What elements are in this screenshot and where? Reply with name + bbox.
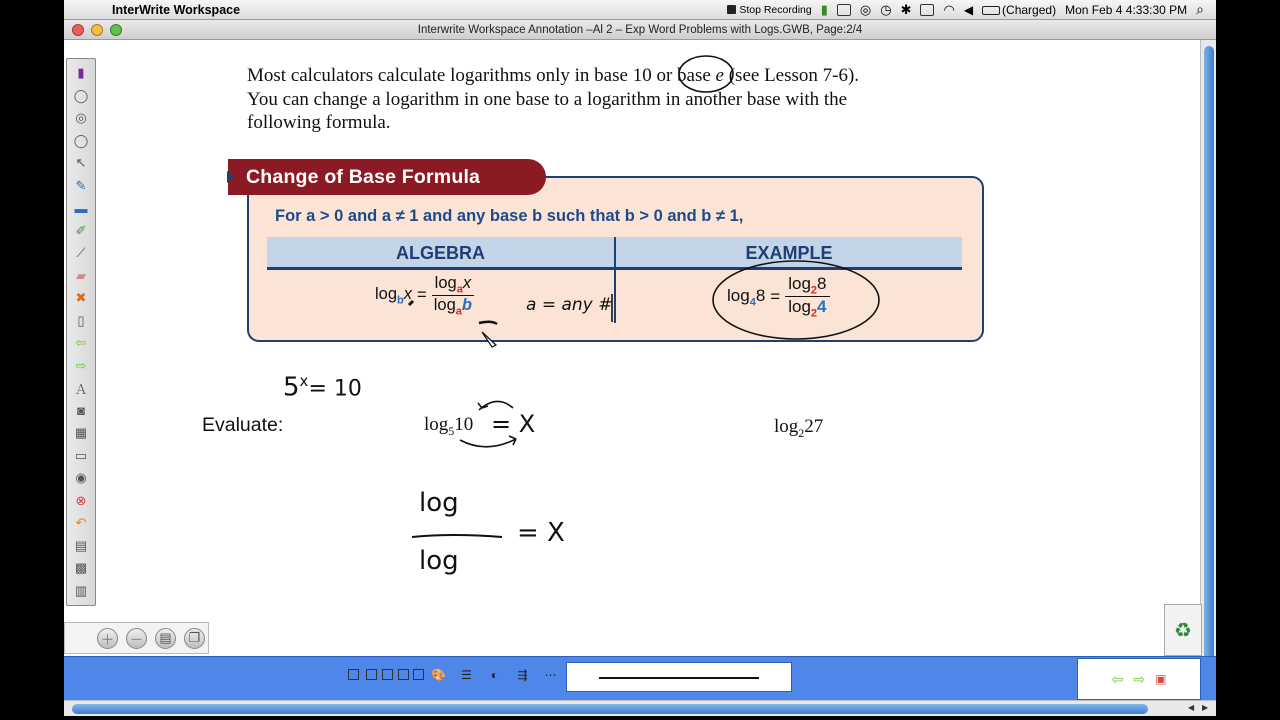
algebra-lhs-log: log xyxy=(375,285,398,304)
line-preview-stroke xyxy=(599,677,759,679)
back-icon[interactable]: ⇦ xyxy=(75,335,87,351)
window-controls xyxy=(72,24,122,36)
clock-icon[interactable]: ◷ xyxy=(880,1,892,17)
example-formula xyxy=(727,274,830,320)
example-equals: = xyxy=(770,286,781,306)
color-swatch-blue[interactable] xyxy=(366,669,377,680)
example-fraction xyxy=(785,274,829,320)
handwritten-a-any: a = any # xyxy=(526,295,613,315)
intro-text-a: Most calculators calculate logarithms only in base xyxy=(247,65,633,86)
algebra-den-base: a xyxy=(455,305,462,318)
tool-cursor-icon[interactable]: ▮ xyxy=(77,65,85,81)
page-controls xyxy=(64,622,209,654)
page-icon[interactable]: ▯ xyxy=(77,312,85,328)
spotlight-icon[interactable]: ◉ xyxy=(75,470,87,486)
ink-arrowhead-top xyxy=(478,403,488,408)
mac-menu-bar xyxy=(64,0,1216,20)
color-swatch-black[interactable] xyxy=(348,669,359,680)
algebra-lhs-arg: x xyxy=(403,285,413,304)
volume-icon[interactable]: ◀ xyxy=(963,2,974,17)
page-sorter-icon[interactable]: ▣ xyxy=(1155,672,1167,686)
app-status-icon[interactable]: ▮ xyxy=(820,1,828,17)
circle-icon[interactable]: ◎ xyxy=(75,110,87,126)
line-icon[interactable]: ⟋ xyxy=(76,245,86,261)
horizontal-scroll-thumb[interactable] xyxy=(72,704,1148,714)
algebra-den-arg: b xyxy=(461,296,472,315)
line-width-icon[interactable]: ☰ xyxy=(461,668,472,682)
intro-text-b: or base xyxy=(651,65,716,86)
table-divider xyxy=(614,237,616,323)
algebra-formula xyxy=(375,274,474,318)
add-page-icon[interactable]: ＋ xyxy=(97,628,118,649)
app-menu[interactable]: InterWrite Workspace xyxy=(112,2,241,17)
ink-arc-top xyxy=(479,401,513,410)
expr1-log: log xyxy=(424,414,449,435)
color-swatch-white[interactable] xyxy=(413,669,424,680)
algebra-num-base: a xyxy=(456,283,463,296)
remove-page-icon[interactable]: － xyxy=(126,628,147,649)
handwritten-frac-num: log xyxy=(419,488,459,518)
previous-page-icon[interactable]: ⇦ xyxy=(1111,670,1124,687)
tool-palette xyxy=(66,58,96,606)
battery-label: (Charged) xyxy=(1002,2,1057,17)
example-denominator xyxy=(788,297,826,319)
expr2-arg: 27 xyxy=(804,416,824,437)
battery-icon xyxy=(982,6,1000,15)
example-numerator xyxy=(785,274,829,297)
line-style-icon[interactable]: ⇶ xyxy=(517,668,528,682)
intro-line-2: You can change a logarithm in one base to a logarithm in another base with the xyxy=(247,88,848,110)
grid-icon[interactable]: ▦ xyxy=(74,425,88,441)
eraser-icon[interactable]: ▰ xyxy=(76,267,86,283)
stop-icon xyxy=(727,5,736,14)
color-swatch-pink[interactable] xyxy=(398,669,409,680)
print-icon[interactable]: ▤ xyxy=(74,537,88,553)
scroll-right-icon[interactable]: ▶ xyxy=(1202,703,1209,712)
document-icon[interactable]: ▥ xyxy=(74,582,88,598)
dash-style-icon[interactable]: ⋯ xyxy=(544,668,557,682)
intro-e: e xyxy=(715,65,724,86)
algebra-denominator xyxy=(434,296,472,317)
box-title xyxy=(228,159,546,195)
next-page-icon[interactable]: ⇨ xyxy=(1133,670,1146,687)
intro-text-c: (see Lesson 7-6). xyxy=(723,65,860,86)
marker-icon[interactable]: ✐ xyxy=(75,222,87,238)
expr1-base: 5 xyxy=(448,423,455,438)
ink-fraction-bar xyxy=(412,535,502,537)
intro-line-1 xyxy=(247,64,1007,88)
algebra-fraction xyxy=(432,274,474,318)
handwritten-5: 5 xyxy=(283,372,300,403)
algebra-lhs xyxy=(375,285,412,306)
handwritten-frac-den: log xyxy=(419,546,459,576)
mouse-icon[interactable]: ◯ xyxy=(73,132,89,148)
status-area xyxy=(727,1,1216,18)
mouse-icon[interactable]: ◯ xyxy=(73,87,89,103)
camera-icon[interactable]: ◙ xyxy=(77,403,85,419)
forward-icon[interactable]: ⇨ xyxy=(75,357,87,373)
close-window-button[interactable] xyxy=(72,24,84,36)
example-lhs-arg: 8 xyxy=(755,285,766,305)
zoom-window-button[interactable] xyxy=(110,24,122,36)
handwritten-equals-x: = X xyxy=(491,410,536,438)
duplicate-page-icon[interactable]: ❐ xyxy=(184,628,205,649)
algebra-den-log: log xyxy=(433,296,456,315)
box-title-text: Change of Base Formula xyxy=(246,166,481,188)
color-swatch-green[interactable] xyxy=(382,669,393,680)
handwritten-5x-equation xyxy=(283,372,362,403)
window-title-bar xyxy=(64,20,1216,40)
screen-icon[interactable] xyxy=(837,4,851,16)
delete-icon[interactable]: ✖ xyxy=(75,290,87,306)
intro-line-3: following formula. xyxy=(247,112,391,133)
algebra-lhs-base: b xyxy=(397,294,404,307)
screen-icon[interactable]: ▭ xyxy=(74,447,88,463)
example-num-base: 2 xyxy=(810,284,818,297)
text-icon[interactable]: Ａ xyxy=(74,381,88,397)
formula-condition: For a > 0 and a ≠ 1 and any base b such that b > 0 and b ≠ 1, xyxy=(275,207,744,225)
algebra-num-arg: x xyxy=(462,274,472,292)
whiteboard-canvas[interactable] xyxy=(64,40,1200,656)
bottom-toolbar xyxy=(64,656,1216,700)
vertical-scrollbar[interactable] xyxy=(1200,40,1216,696)
close-icon[interactable]: ⊗ xyxy=(75,492,87,508)
expr1-arg: 10 xyxy=(454,414,474,435)
line-preview[interactable] xyxy=(566,662,792,692)
fill-icon[interactable]: ◐ xyxy=(490,668,499,682)
example-header: EXAMPLE xyxy=(616,237,962,270)
battery-status[interactable] xyxy=(982,3,1056,17)
handwritten-frac-rhs: = X xyxy=(517,518,565,548)
clock-datetime[interactable]: Mon Feb 4 4:33:30 PM xyxy=(1065,2,1188,17)
wifi-icon[interactable]: ◠ xyxy=(943,1,955,17)
algebra-header: ALGEBRA xyxy=(267,237,614,270)
pen-icon[interactable]: ✎ xyxy=(75,177,87,193)
undo-icon[interactable]: ↶ xyxy=(75,515,87,531)
expression-log2-27 xyxy=(774,416,823,441)
example-num-arg: 8 xyxy=(817,274,827,293)
handwritten-eq-10: = 10 xyxy=(308,376,362,402)
horizontal-scrollbar[interactable] xyxy=(64,700,1216,716)
stop-recording-label: Stop Recording xyxy=(739,3,812,16)
minimize-window-button[interactable] xyxy=(91,24,103,36)
page-navigation xyxy=(1077,658,1201,700)
intro-paragraph xyxy=(247,64,1007,135)
window-title: Interwrite Workspace Annotation –Al 2 – Exp Word Problems with Logs.GWB, Page:2/4 xyxy=(417,24,863,36)
expr2-log: log xyxy=(774,416,799,437)
spotlight-search-icon[interactable]: ⌕ xyxy=(1196,1,1204,17)
example-num-log: log xyxy=(788,274,811,293)
bluetooth-icon[interactable]: ✱ xyxy=(900,1,912,17)
color-picker-icon[interactable]: 🎨 xyxy=(431,668,446,682)
example-lhs xyxy=(727,286,765,308)
intro-base-10: 10 xyxy=(632,65,652,86)
example-lhs-log: log xyxy=(727,285,750,305)
trash-icon[interactable]: ♻ xyxy=(1164,604,1202,656)
handwritten-exp-x: x xyxy=(299,372,309,390)
network-icon[interactable]: ◎ xyxy=(859,1,872,17)
stop-recording-button[interactable] xyxy=(727,4,811,16)
algebra-equals: = xyxy=(417,286,427,305)
image-icon[interactable]: ▩ xyxy=(74,560,88,576)
scroll-left-icon[interactable]: ◀ xyxy=(1188,703,1195,712)
example-den-arg: 4 xyxy=(817,297,827,317)
vertical-scroll-thumb[interactable] xyxy=(1204,46,1214,676)
ink-arc-bottom xyxy=(460,439,516,447)
example-den-log: log xyxy=(788,297,811,317)
evaluate-label: Evaluate: xyxy=(202,414,284,436)
algebra-numerator xyxy=(432,274,474,296)
expr2-base: 2 xyxy=(798,425,805,440)
display-icon[interactable] xyxy=(920,4,934,16)
highlighter-icon[interactable]: ▬ xyxy=(74,200,88,216)
arrow-icon[interactable]: ↖ xyxy=(75,155,87,171)
expression-log5-10 xyxy=(424,414,473,439)
example-lhs-base: 4 xyxy=(749,296,756,309)
example-den-base: 2 xyxy=(810,307,818,320)
page-view-icon[interactable]: ▤ xyxy=(155,628,176,649)
algebra-num-log: log xyxy=(434,274,457,292)
title-notch xyxy=(227,171,234,183)
